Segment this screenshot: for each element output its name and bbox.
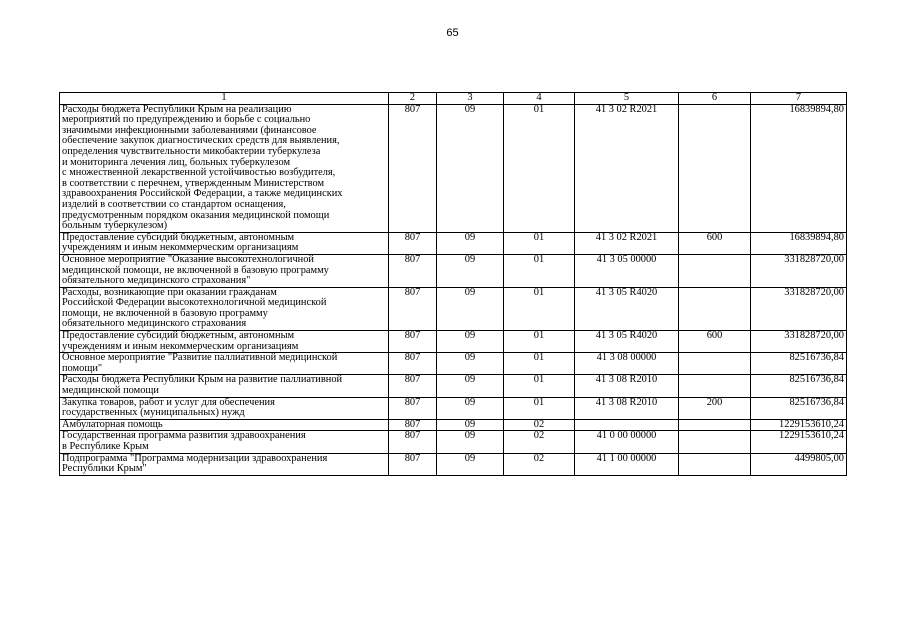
subsection-code-cell: 01 — [504, 331, 575, 353]
item-name-cell: Основное мероприятие "Оказание высокотехнологичной медицинской помощи, не включенной в базовую программу обязательного медицинского страхования" — [60, 254, 389, 287]
expense-type-code-cell — [679, 431, 751, 453]
section-code-cell: 09 — [437, 453, 504, 475]
amount-cell: 331828720,00 — [751, 287, 847, 330]
table-row — [60, 254, 847, 287]
amount-cell: 82516736,84 — [751, 397, 847, 419]
expense-type-code-cell — [679, 353, 751, 375]
expense-type-code-cell: 200 — [679, 397, 751, 419]
section-code-cell: 09 — [437, 397, 504, 419]
item-name-cell: Предоставление субсидий бюджетным, автономным учреждениям и иным некоммерческим организациям — [60, 232, 389, 254]
table-row — [60, 232, 847, 254]
table-row — [60, 331, 847, 353]
target-article-code-cell: 41 3 05 00000 — [575, 254, 679, 287]
expense-type-code-cell — [679, 419, 751, 431]
subsection-code-cell: 01 — [504, 287, 575, 330]
section-code-cell: 09 — [437, 419, 504, 431]
header-cell: 4 — [504, 93, 575, 105]
header-cell: 7 — [751, 93, 847, 105]
amount-cell: 331828720,00 — [751, 331, 847, 353]
target-article-code-cell: 41 3 08 00000 — [575, 353, 679, 375]
item-name-cell: Амбулаторная помощь — [60, 419, 389, 431]
item-name-cell: Закупка товаров, работ и услуг для обеспечения государственных (муниципальных) нужд — [60, 397, 389, 419]
table-row — [60, 353, 847, 375]
amount-cell: 82516736,84 — [751, 375, 847, 397]
expense-type-code-cell — [679, 453, 751, 475]
page-number: 65 — [446, 27, 459, 39]
grbs-code-cell: 807 — [389, 254, 437, 287]
table-row — [60, 375, 847, 397]
section-code-cell: 09 — [437, 375, 504, 397]
item-name-cell: Основное мероприятие "Развитие паллиативной медицинской помощи" — [60, 353, 389, 375]
header-cell: 1 — [60, 93, 389, 105]
grbs-code-cell: 807 — [389, 453, 437, 475]
section-code-cell: 09 — [437, 331, 504, 353]
grbs-code-cell: 807 — [389, 287, 437, 330]
subsection-code-cell: 02 — [504, 453, 575, 475]
target-article-code-cell: 41 3 08 R2010 — [575, 397, 679, 419]
grbs-code-cell: 807 — [389, 419, 437, 431]
target-article-code-cell: 41 0 00 00000 — [575, 431, 679, 453]
table-row — [60, 104, 847, 232]
subsection-code-cell: 02 — [504, 419, 575, 431]
amount-cell: 16839894,80 — [751, 104, 847, 232]
expense-type-code-cell — [679, 287, 751, 330]
target-article-code-cell — [575, 419, 679, 431]
target-article-code-cell: 41 3 05 R4020 — [575, 287, 679, 330]
table-row — [60, 287, 847, 330]
section-code-cell: 09 — [437, 232, 504, 254]
target-article-code-cell: 41 3 02 R2021 — [575, 232, 679, 254]
table-row — [60, 397, 847, 419]
item-name-cell: Расходы бюджета Республики Крым на развитие паллиативной медицинской помощи — [60, 375, 389, 397]
section-code-cell: 09 — [437, 287, 504, 330]
expense-type-code-cell — [679, 375, 751, 397]
table-row — [60, 453, 847, 475]
target-article-code-cell: 41 1 00 00000 — [575, 453, 679, 475]
section-code-cell: 09 — [437, 254, 504, 287]
table-row — [60, 419, 847, 431]
section-code-cell: 09 — [437, 431, 504, 453]
item-name-cell: Подпрограмма "Программа модернизации здравоохранения Республики Крым" — [60, 453, 389, 475]
amount-cell: 16839894,80 — [751, 232, 847, 254]
target-article-code-cell: 41 3 05 R4020 — [575, 331, 679, 353]
target-article-code-cell: 41 3 02 R2021 — [575, 104, 679, 232]
table-row — [60, 431, 847, 453]
item-name-cell: Расходы бюджета Республики Крым на реализацию мероприятий по предупреждению и борьбе с социально значимыми инфекционными заболеваниями (финансовое обеспечение закупок диагностических средств для выявления, определения чувствительности микобактерии туберкулеза и мониторинга лечения лиц, больных туберкулезом с множественной лекарственной устойчивостью возбудителя, в соответствии с перечнем, утвержденным Министерством здравоохранения Российской Федерации, а также медицинских изделий в соответствии со стандартом оснащения, предусмотренным порядком оказания медицинской помощи больным туберкулезом) — [60, 104, 389, 232]
section-code-cell: 09 — [437, 353, 504, 375]
item-name-cell: Предоставление субсидий бюджетным, автономным учреждениям и иным некоммерческим организациям — [60, 331, 389, 353]
grbs-code-cell: 807 — [389, 397, 437, 419]
subsection-code-cell: 01 — [504, 254, 575, 287]
grbs-code-cell: 807 — [389, 353, 437, 375]
amount-cell: 82516736,84 — [751, 353, 847, 375]
budget-table — [59, 92, 847, 476]
grbs-code-cell: 807 — [389, 375, 437, 397]
item-name-cell: Государственная программа развития здравоохранения в Республике Крым — [60, 431, 389, 453]
subsection-code-cell: 01 — [504, 397, 575, 419]
header-cell: 3 — [437, 93, 504, 105]
grbs-code-cell: 807 — [389, 331, 437, 353]
header-row — [60, 93, 847, 105]
header-cell: 6 — [679, 93, 751, 105]
grbs-code-cell: 807 — [389, 104, 437, 232]
subsection-code-cell: 01 — [504, 232, 575, 254]
amount-cell: 4499805,00 — [751, 453, 847, 475]
expense-type-code-cell — [679, 104, 751, 232]
grbs-code-cell: 807 — [389, 232, 437, 254]
expense-type-code-cell: 600 — [679, 232, 751, 254]
section-code-cell: 09 — [437, 104, 504, 232]
target-article-code-cell: 41 3 08 R2010 — [575, 375, 679, 397]
subsection-code-cell: 01 — [504, 104, 575, 232]
expense-type-code-cell: 600 — [679, 331, 751, 353]
header-cell: 5 — [575, 93, 679, 105]
subsection-code-cell: 02 — [504, 431, 575, 453]
amount-cell: 1229153610,24 — [751, 419, 847, 431]
header-cell: 2 — [389, 93, 437, 105]
amount-cell: 1229153610,24 — [751, 431, 847, 453]
item-name-cell: Расходы, возникающие при оказании гражданам Российской Федерации высокотехнологичной медицинской помощи, не включенной в базовую программу обязательного медицинского страхования — [60, 287, 389, 330]
subsection-code-cell: 01 — [504, 353, 575, 375]
table-body — [60, 104, 847, 475]
subsection-code-cell: 01 — [504, 375, 575, 397]
amount-cell: 331828720,00 — [751, 254, 847, 287]
grbs-code-cell: 807 — [389, 431, 437, 453]
expense-type-code-cell — [679, 254, 751, 287]
